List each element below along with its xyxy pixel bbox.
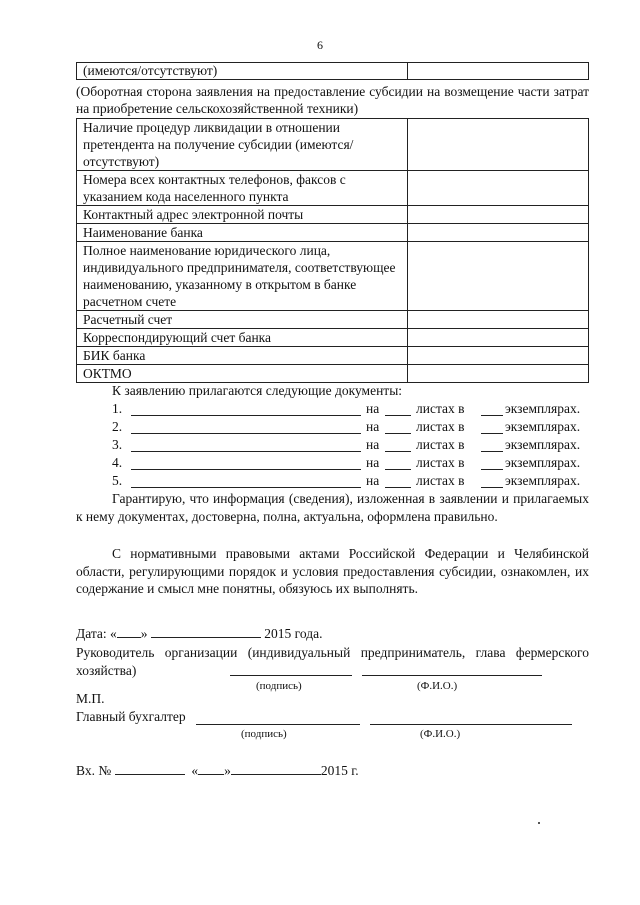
incoming-open-quote: «	[191, 763, 199, 778]
date-prefix: Дата: «	[76, 626, 117, 641]
date-year: 2015 года.	[264, 626, 323, 641]
sheets-count-field[interactable]	[385, 487, 411, 488]
sheets-count-field[interactable]	[385, 451, 411, 452]
row-label: Номера всех контактных телефонов, факсов с указанием кода населенного пункта	[77, 171, 408, 206]
date-line	[76, 625, 322, 642]
on-label: на	[366, 455, 380, 470]
attachment-row	[112, 419, 592, 437]
table-row	[77, 329, 589, 347]
row-label: Контактный адрес электронной почты	[77, 206, 408, 224]
attachment-number: 5.	[112, 473, 123, 488]
name-caption: (Ф.И.О.)	[420, 728, 461, 740]
day-field[interactable]	[117, 625, 141, 638]
row-label: Полное наименование юридического лица, индивидуального предпринимателя, соответствующее наименованию, указанному в открытом в банке расчетном счете	[77, 242, 408, 311]
on-label: на	[366, 437, 380, 452]
on-label: на	[366, 473, 380, 488]
top-row-value[interactable]	[408, 63, 589, 80]
signature-caption: (подпись)	[256, 680, 302, 692]
top-row-table	[76, 62, 589, 80]
sheets-count-field[interactable]	[385, 433, 411, 434]
table-row	[77, 365, 589, 383]
table-row	[77, 347, 589, 365]
name-caption: (Ф.И.О.)	[417, 680, 458, 692]
incoming-month-field[interactable]	[231, 762, 321, 775]
top-row-label: (имеются/отсутствуют)	[77, 63, 408, 80]
table-row	[77, 119, 589, 171]
table-row	[77, 224, 589, 242]
reverse-side-title: (Оборотная сторона заявления на предоставление субсидии на возмещение части затрат на приобретение сельскохозяйственной техники)	[76, 84, 589, 116]
copies-label: экземплярах.	[505, 401, 581, 416]
document-name-field[interactable]	[131, 451, 361, 452]
sheets-count-field[interactable]	[385, 469, 411, 470]
row-value[interactable]	[408, 311, 589, 329]
sheets-label: листах в	[416, 473, 465, 488]
attachment-row	[112, 473, 592, 491]
sheets-label: листах в	[416, 455, 465, 470]
date-mid: »	[140, 626, 148, 641]
sheets-label: листах в	[416, 437, 465, 452]
copies-count-field[interactable]	[481, 469, 503, 470]
scan-speck	[538, 822, 540, 824]
chief-accountant-label: Главный бухгалтер	[76, 709, 186, 724]
attachment-number: 4.	[112, 455, 123, 470]
accountant-name-field[interactable]	[370, 724, 572, 725]
sheets-label: листах в	[416, 401, 465, 416]
attachment-row	[112, 437, 592, 455]
document-name-field[interactable]	[131, 487, 361, 488]
sheets-label: листах в	[416, 419, 465, 434]
stamp-place: М.П.	[76, 691, 105, 706]
on-label: на	[366, 419, 380, 434]
page-number: 6	[317, 38, 323, 52]
incoming-prefix: Вх. №	[76, 763, 112, 778]
attachment-row	[112, 401, 592, 419]
row-label: ОКТМО	[77, 365, 408, 383]
attachment-number: 1.	[112, 401, 123, 416]
month-field[interactable]	[151, 625, 261, 638]
incoming-number-field[interactable]	[115, 762, 185, 775]
signature-caption: (подпись)	[241, 728, 287, 740]
row-value[interactable]	[408, 171, 589, 206]
incoming-year: 2015 г.	[320, 763, 359, 778]
head-of-organization: Руководитель организации (индивидуальный предприниматель, глава фермерского хозяйства)	[76, 645, 589, 678]
row-value[interactable]	[408, 365, 589, 383]
copies-label: экземплярах.	[505, 473, 581, 488]
row-label: Наличие процедур ликвидации в отношении претендента на получение субсидии (имеются/отсутствуют)	[77, 119, 408, 171]
attachment-number: 3.	[112, 437, 123, 452]
on-label: на	[366, 401, 380, 416]
attachments-title: К заявлению прилагаются следующие документы:	[112, 383, 403, 398]
copies-count-field[interactable]	[481, 415, 503, 416]
table-row	[77, 206, 589, 224]
accountant-signature-field[interactable]	[196, 724, 360, 725]
row-label: Наименование банка	[77, 224, 408, 242]
head-signature-field[interactable]	[230, 675, 352, 676]
copies-count-field[interactable]	[481, 433, 503, 434]
incoming-day-field[interactable]	[198, 762, 224, 775]
guarantee-paragraph: Гарантирую, что информация (сведения), изложенная в заявлении и прилагаемых к нему документах, достоверна, полна, актуальна, оформлена правильно.	[76, 491, 589, 524]
sheets-count-field[interactable]	[385, 415, 411, 416]
attachment-row	[112, 455, 592, 473]
copies-count-field[interactable]	[481, 487, 503, 488]
incoming-close-quote: »	[224, 763, 231, 778]
row-value[interactable]	[408, 242, 589, 311]
table-row	[77, 311, 589, 329]
copies-label: экземплярах.	[505, 419, 581, 434]
incoming-number-line	[76, 762, 359, 779]
row-value[interactable]	[408, 329, 589, 347]
copies-count-field[interactable]	[481, 451, 503, 452]
table-row	[77, 242, 589, 311]
head-name-field[interactable]	[362, 675, 542, 676]
row-value[interactable]	[408, 119, 589, 171]
copies-label: экземплярах.	[505, 455, 581, 470]
row-label: Корреспондирующий счет банка	[77, 329, 408, 347]
row-value[interactable]	[408, 347, 589, 365]
applicant-details-table	[76, 118, 589, 383]
row-value[interactable]	[408, 206, 589, 224]
document-name-field[interactable]	[131, 433, 361, 434]
row-label: БИК банка	[77, 347, 408, 365]
document-name-field[interactable]	[131, 469, 361, 470]
attachment-number: 2.	[112, 419, 123, 434]
document-name-field[interactable]	[131, 415, 361, 416]
table-row	[77, 171, 589, 206]
row-label: Расчетный счет	[77, 311, 408, 329]
copies-label: экземплярах.	[505, 437, 581, 452]
row-value[interactable]	[408, 224, 589, 242]
acknowledgement-paragraph: С нормативными правовыми актами Российской Федерации и Челябинской области, регулирующими порядок и условия предоставления субсидии, ознакомлен, их содержание и смысл мне понятны, обязуюсь их выполнять.	[76, 546, 589, 596]
